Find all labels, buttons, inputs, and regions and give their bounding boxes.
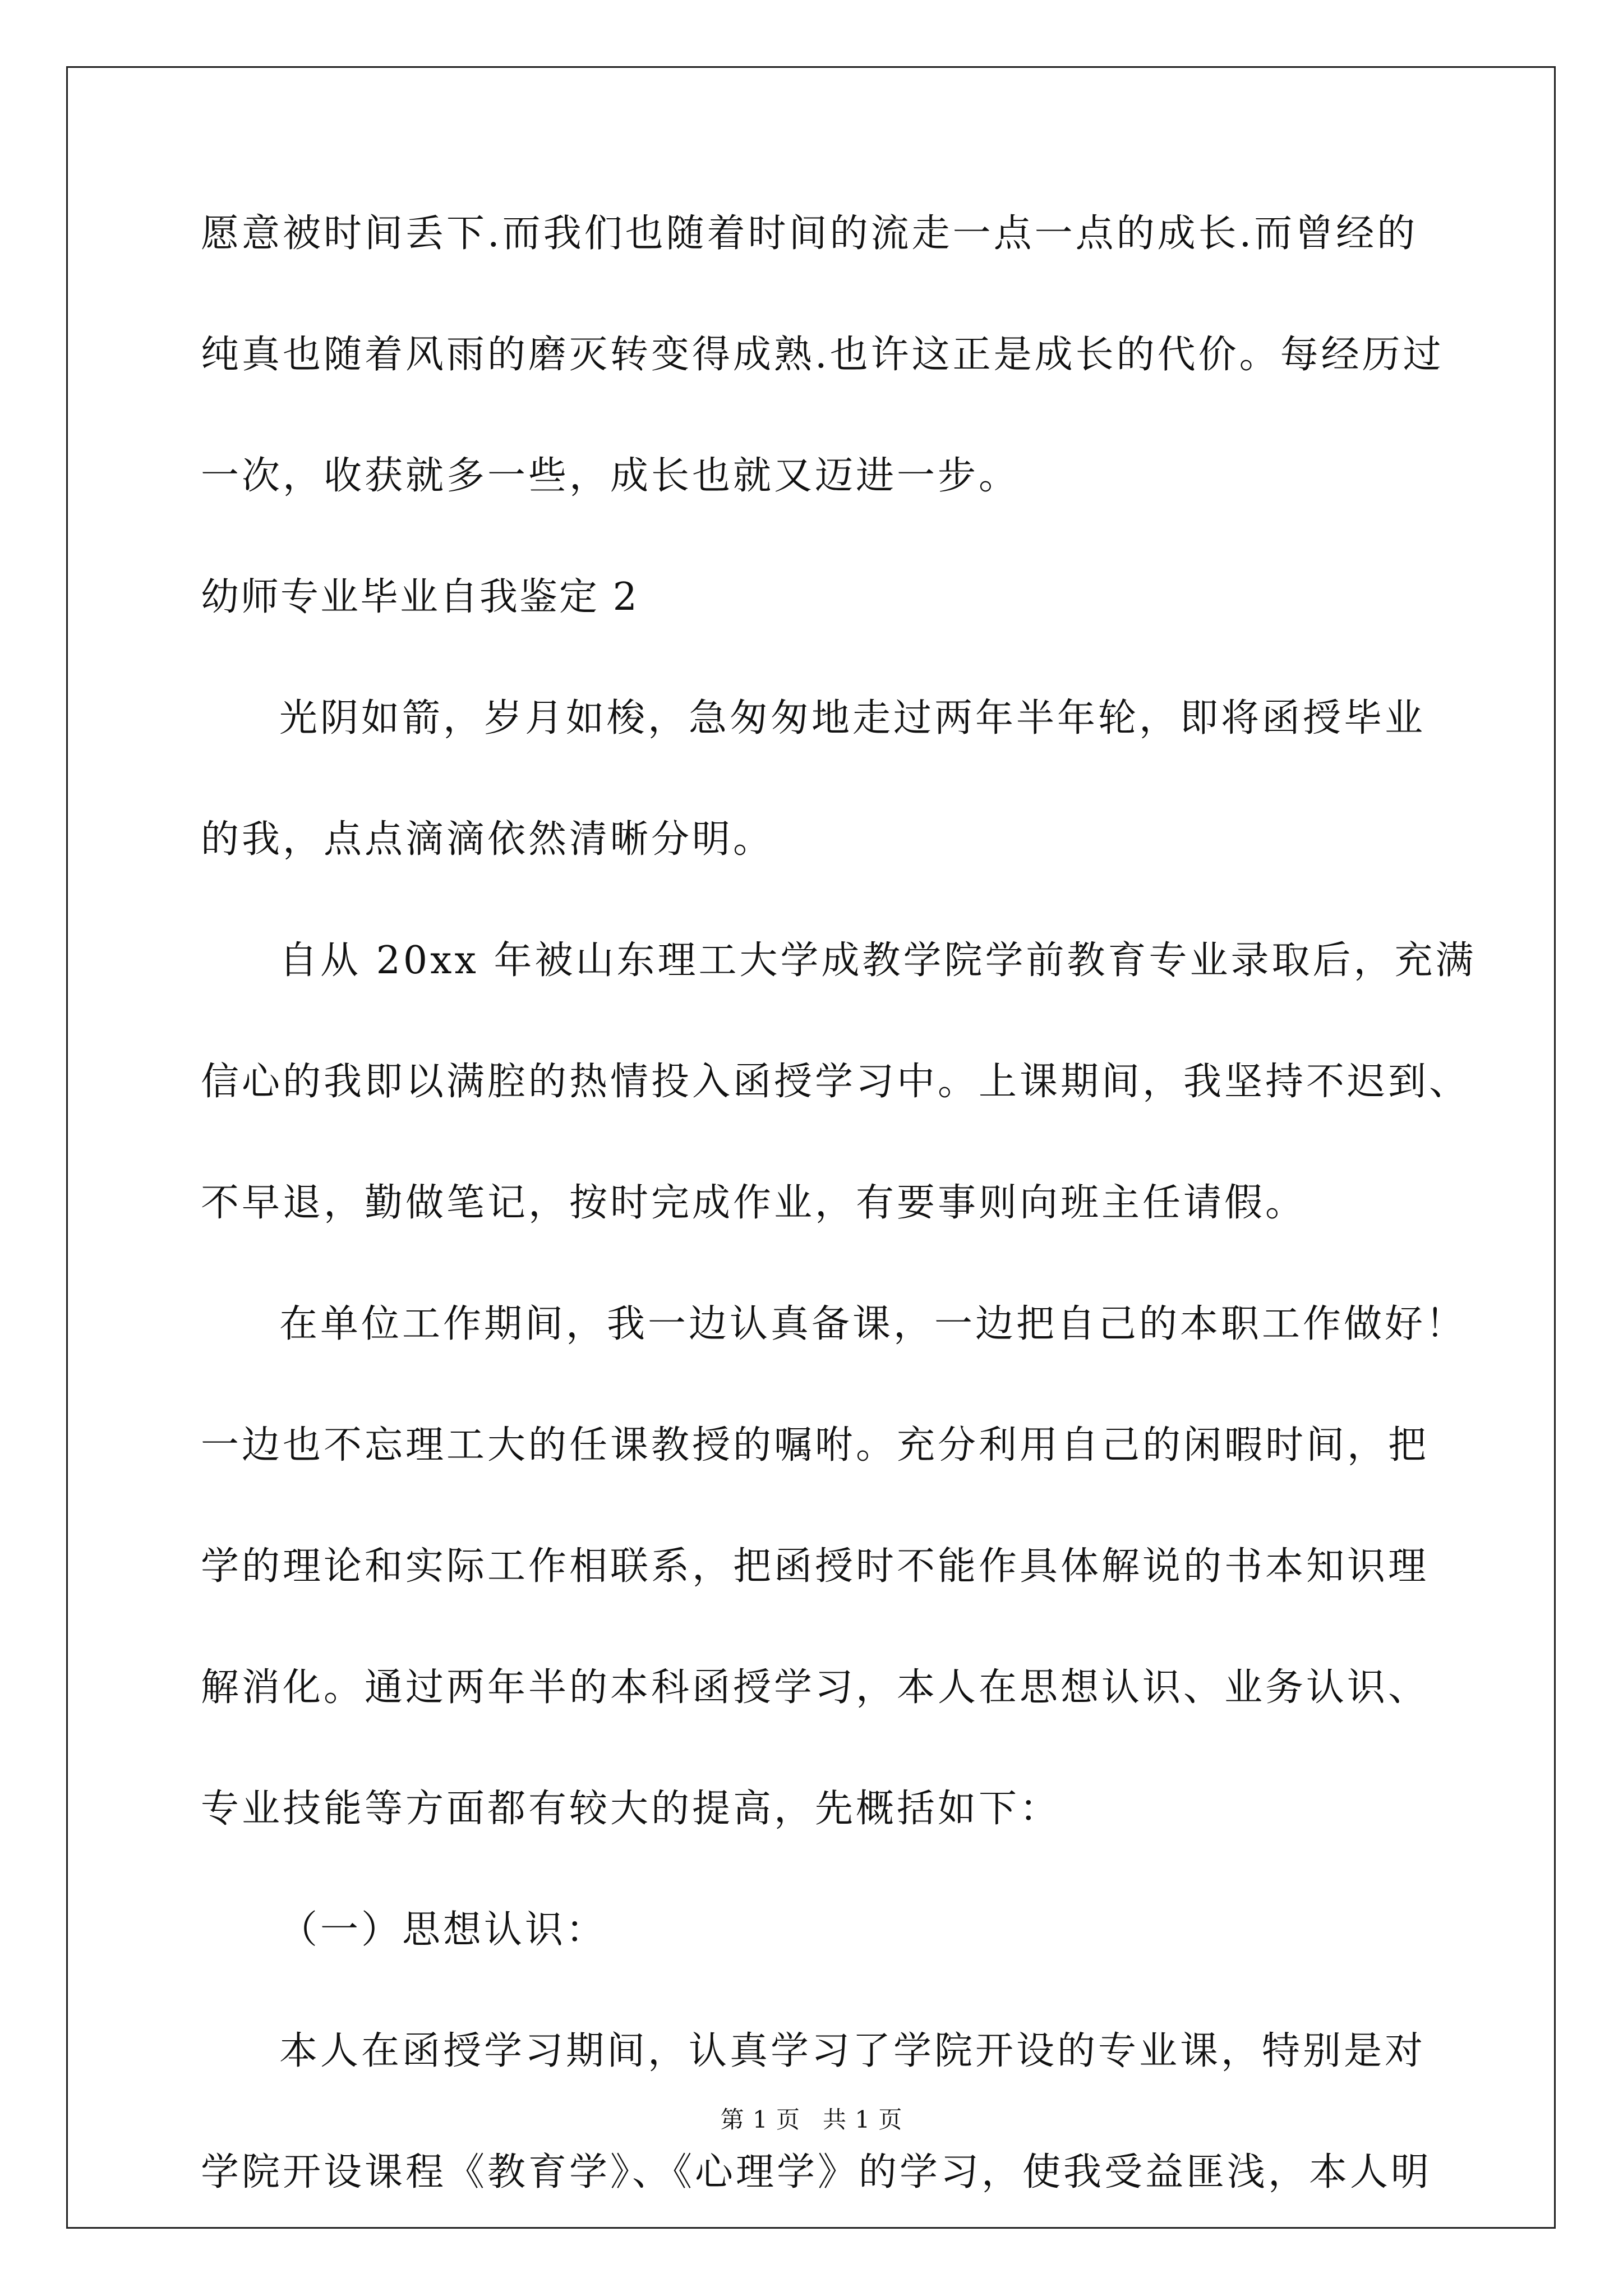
document-body: [201, 211, 1477, 2274]
text-line: 在单位工作期间，我一边认真备课，一边把自己的本职工作做好！: [279, 1302, 1467, 1346]
text-line: 学的理论和实际工作相联系，把函授时不能作具体解说的书本知识理: [201, 1544, 1430, 1589]
page-footer: [0, 2106, 1623, 2133]
text-line: 不早退，勤做笔记，按时完成作业，有要事则向班主任请假。: [201, 1181, 1307, 1225]
text-line: 学院开设课程《教育学》、《心理学》的学习，使我受益匪浅，本人明: [201, 2150, 1432, 2194]
text-line: 光阴如箭，岁月如梭，急匆匆地走过两年半年轮，即将函授毕业: [279, 696, 1426, 740]
text-line: 专业技能等方面都有较大的提高，先概括如下：: [201, 1787, 1061, 1831]
text-line: 纯真也随着风雨的磨灭转变得成熟.也许这正是成长的代价。每经历过: [201, 333, 1444, 377]
page-total: 共 1 页: [823, 2106, 903, 2133]
text-line: 本人在函授学习期间，认真学习了学院开设的专业课，特别是对: [279, 2029, 1426, 2073]
text-line: 自从 20xx 年被山东理工大学成教学院学前教育专业录取后，充满: [279, 938, 1477, 983]
text-line: 一边也不忘理工大的任课教授的嘱咐。充分利用自己的闲暇时间，把: [201, 1423, 1430, 1467]
section-heading: 幼师专业毕业自我鉴定 2: [201, 575, 639, 619]
text-line: 信心的我即以满腔的热情投入函授学习中。上课期间，我坚持不迟到、: [201, 1060, 1470, 1104]
subsection-heading: （一）思想认识：: [279, 1908, 607, 1952]
page-number: 第 1 页: [720, 2106, 800, 2133]
text-line: 愿意被时间丢下.而我们也随着时间的流走一点一点的成长.而曾经的: [201, 211, 1418, 256]
text-line: 的我，点点滴滴依然清晰分明。: [201, 817, 774, 862]
text-line: 解消化。通过两年半的本科函授学习，本人在思想认识、业务认识、: [201, 1665, 1430, 1710]
text-line: 一次，收获就多一些，成长也就又迈进一步。: [201, 454, 1020, 498]
